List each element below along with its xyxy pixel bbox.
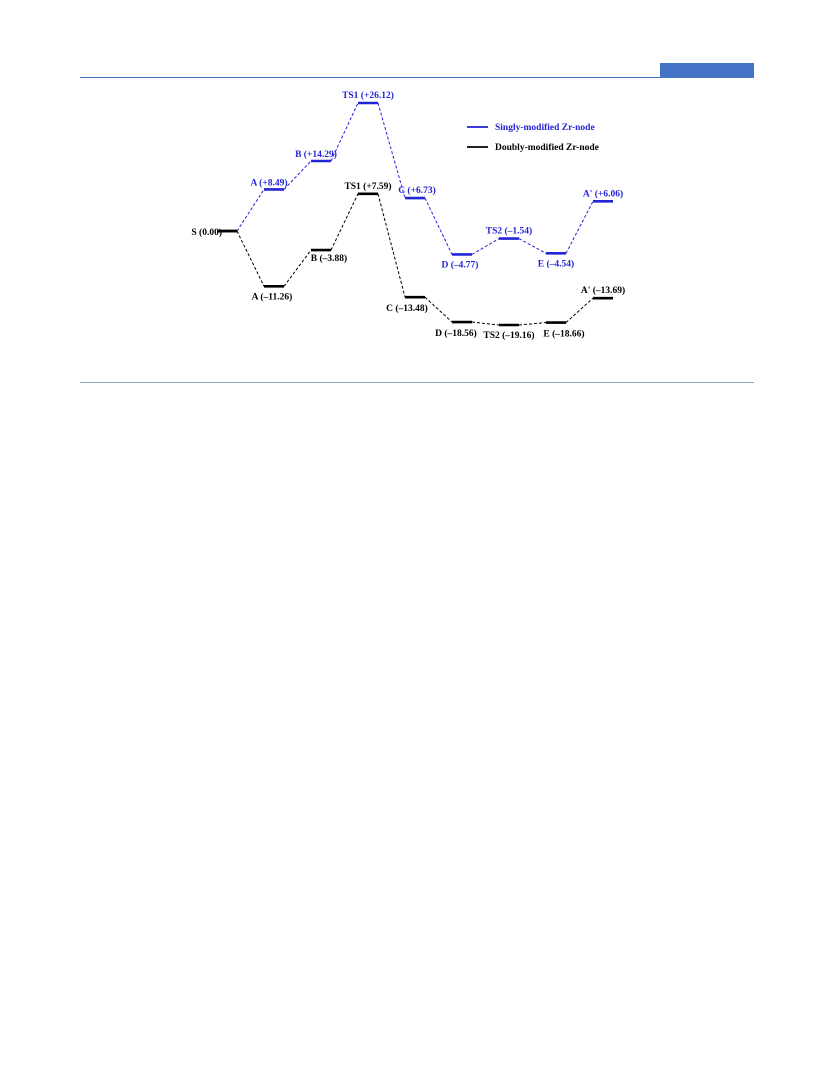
doubly-label-A: A (–11.26) xyxy=(251,292,293,303)
doubly-label-B: B (–3.88) xyxy=(310,254,348,265)
doubly-connector-6 xyxy=(519,323,546,325)
doubly-connector-4 xyxy=(425,297,452,322)
singly-label-TS2: TS2 (–1.54) xyxy=(485,226,533,237)
singly-connector-5 xyxy=(472,239,499,255)
legend-entry-doubly: Doubly-modified Zr-node xyxy=(495,143,599,153)
doubly-label-TS2: TS2 (–19.16) xyxy=(483,331,535,341)
doubly-label-A': A' (–13.69) xyxy=(580,286,626,297)
singly-label-S: S (0.00) xyxy=(191,228,222,239)
singly-connector-4 xyxy=(425,198,452,254)
singly-label-E: E (–4.54) xyxy=(537,259,575,270)
doubly-label-E: E (–18.66) xyxy=(543,329,585,340)
doubly-label-D: D (–18.56) xyxy=(435,329,477,340)
singly-label-A: A (+8.49) xyxy=(250,178,288,189)
doubly-connector-2 xyxy=(331,194,358,250)
singly-label-TS1: TS1 (+26.12) xyxy=(342,91,394,101)
doubly-connector-0 xyxy=(237,231,264,286)
doubly-label-C: C (–13.48) xyxy=(386,304,428,315)
energy-profile-chart xyxy=(0,0,833,400)
singly-label-A': A' (+6.06) xyxy=(582,189,624,200)
singly-label-C: C (+6.73) xyxy=(398,186,436,197)
singly-connector-7 xyxy=(566,201,593,253)
singly-connector-0 xyxy=(237,189,264,231)
figure-bottom-rule xyxy=(80,382,754,383)
doubly-label-TS1: TS1 (+7.59) xyxy=(344,181,392,192)
singly-label-B: B (+14.29) xyxy=(295,150,337,161)
singly-connector-6 xyxy=(519,239,546,254)
doubly-connector-5 xyxy=(472,322,499,325)
legend xyxy=(467,123,599,153)
doubly-connector-3 xyxy=(378,194,405,297)
singly-label-D: D (–4.77) xyxy=(441,260,479,271)
doubly-connector-1 xyxy=(284,250,311,286)
doubly-connector-7 xyxy=(566,298,593,322)
legend-entry-singly: Singly-modified Zr-node xyxy=(495,123,595,133)
singly-connector-1 xyxy=(284,161,311,189)
